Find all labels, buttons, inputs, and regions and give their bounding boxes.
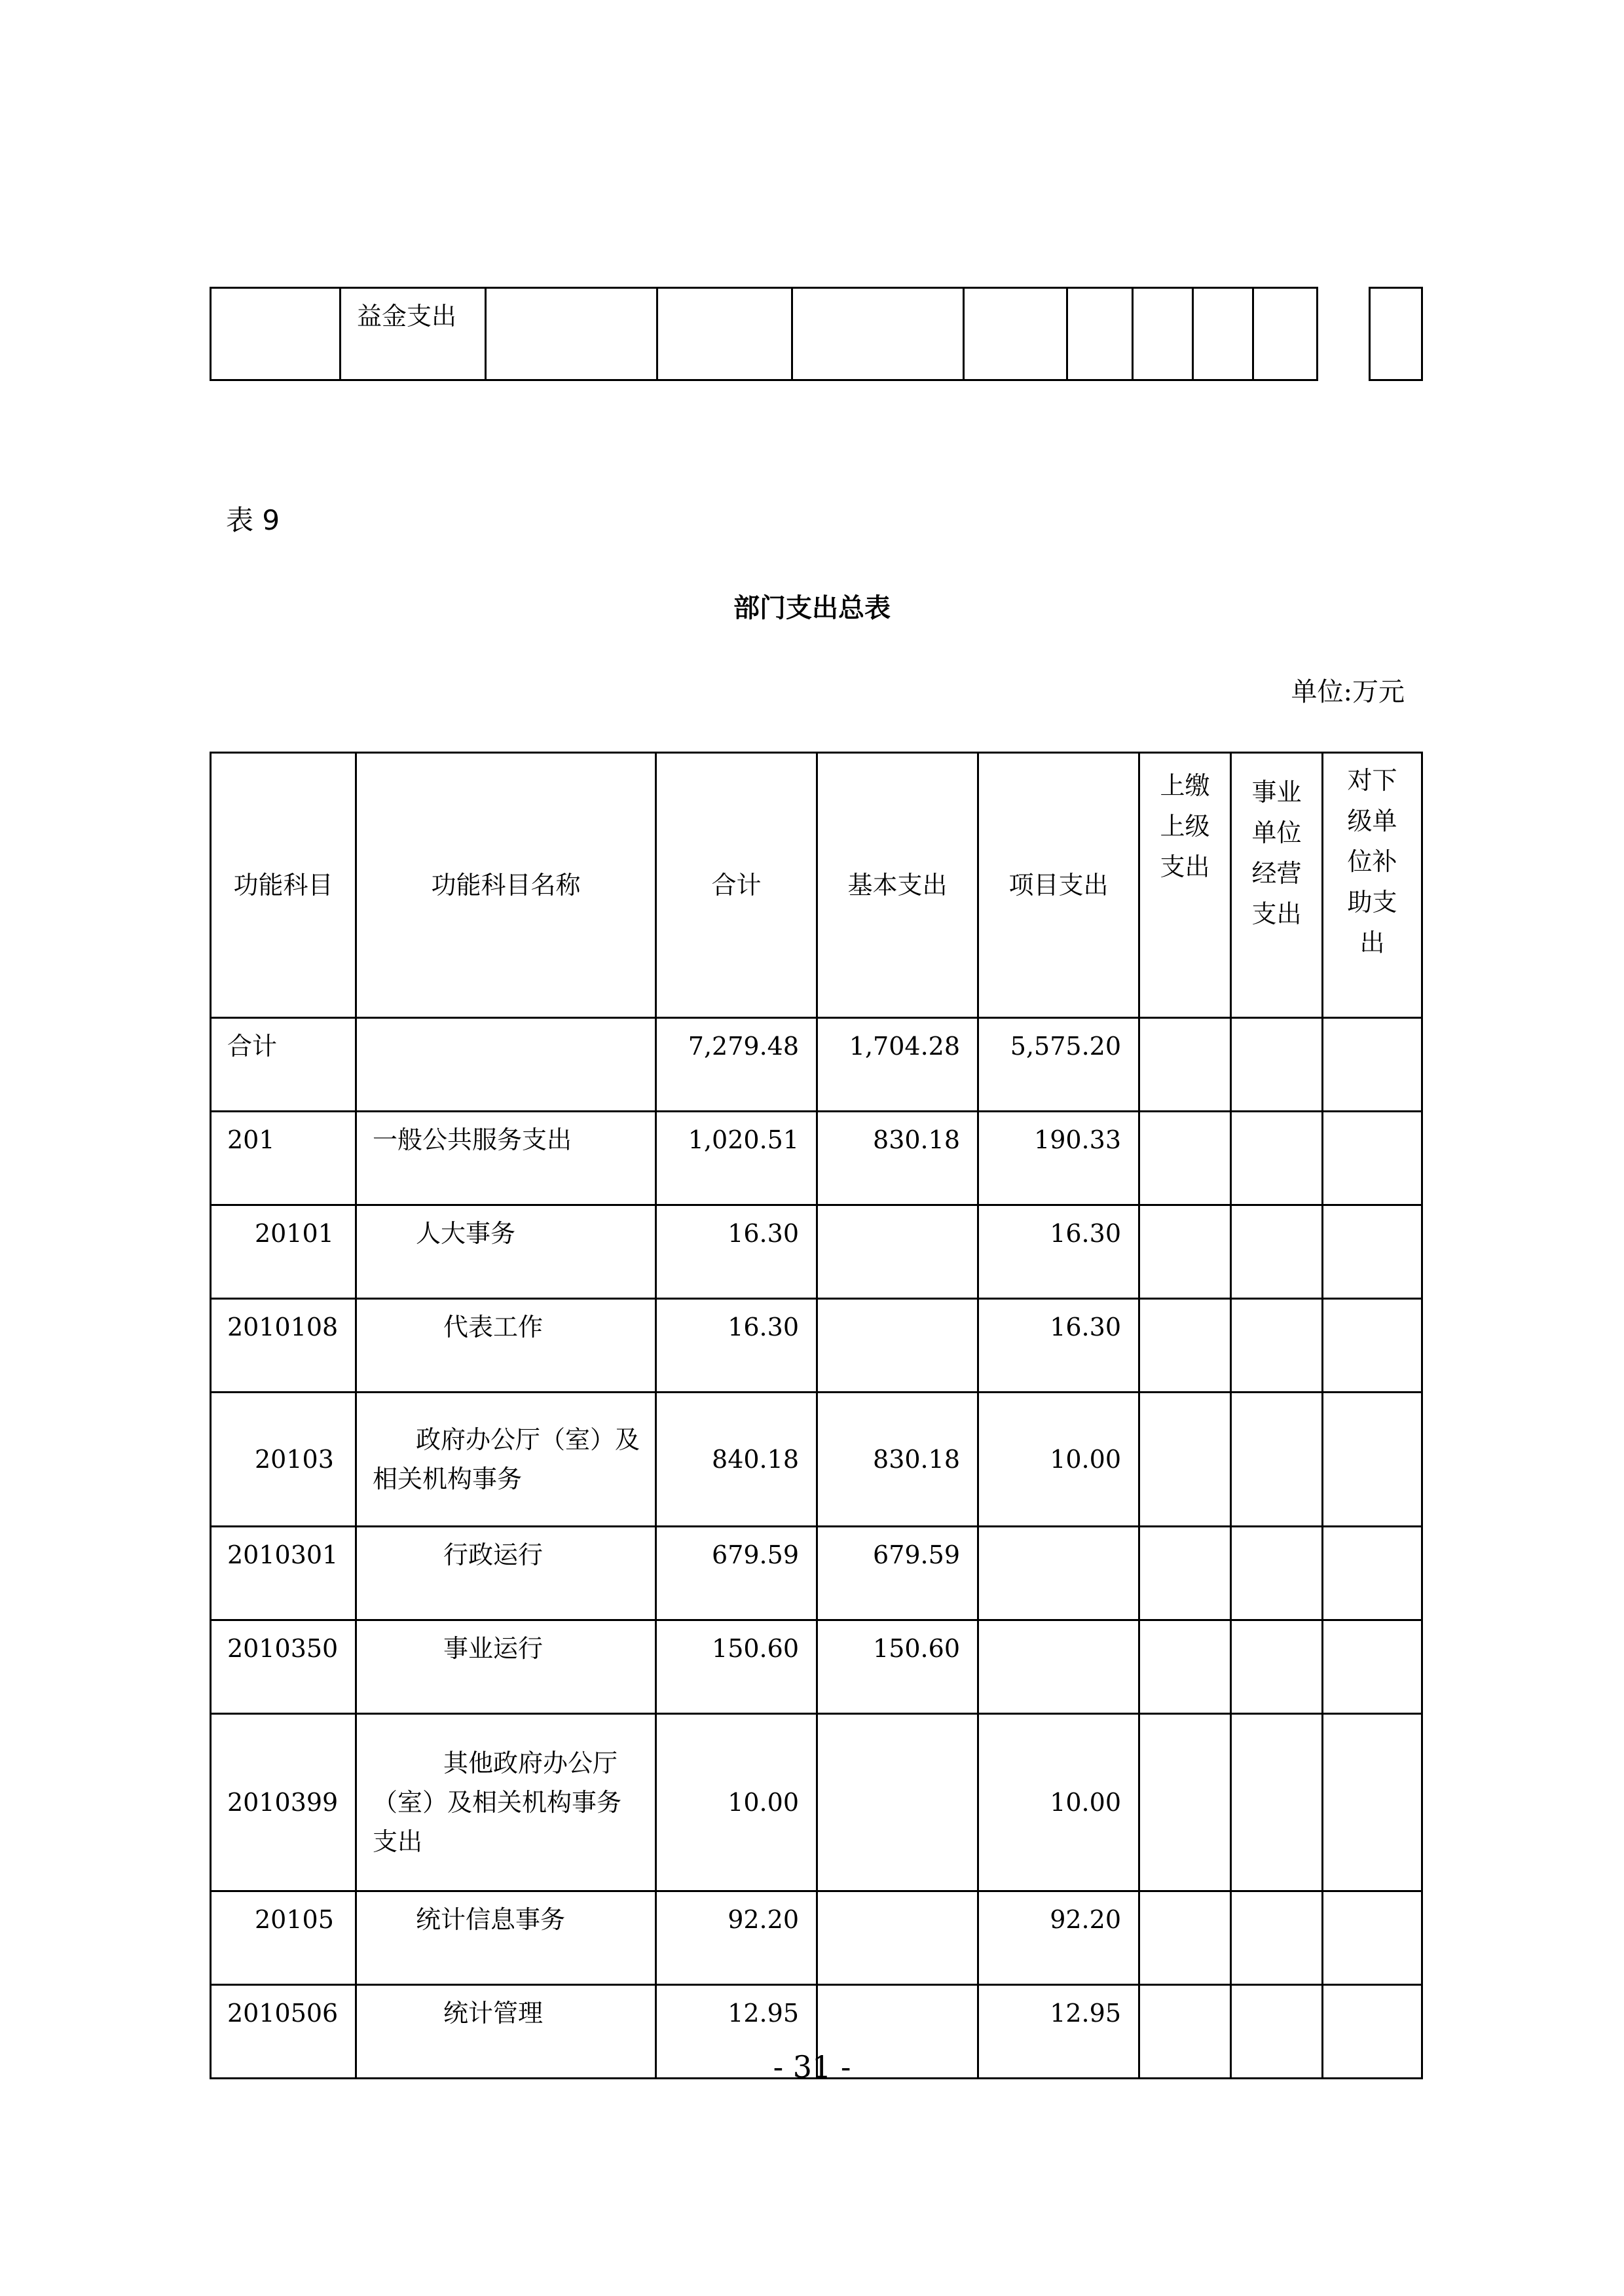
header-code: 功能科目 bbox=[211, 753, 356, 1018]
header-project: 项目支出 bbox=[978, 753, 1139, 1018]
cell-name bbox=[356, 1018, 656, 1112]
cell-code: 2010301 bbox=[211, 1527, 356, 1620]
cell-basic bbox=[817, 1299, 978, 1393]
cell-total: 840.18 bbox=[656, 1393, 817, 1527]
cell-code: 2010108 bbox=[211, 1299, 356, 1393]
page-number: - 31 - bbox=[773, 2049, 851, 2085]
cell-name: 统计管理 bbox=[356, 1985, 656, 2079]
expenditure-table bbox=[210, 752, 1423, 2079]
table-row bbox=[211, 1714, 1422, 1891]
cell-basic: 830.18 bbox=[817, 1393, 978, 1527]
cell-project: 92.20 bbox=[978, 1891, 1139, 1985]
table-row bbox=[211, 1620, 1422, 1714]
cell-project: 16.30 bbox=[978, 1205, 1139, 1299]
cell-basic: 1,704.28 bbox=[817, 1018, 978, 1112]
cell-name: 行政运行 bbox=[356, 1527, 656, 1620]
cell-total: 150.60 bbox=[656, 1620, 817, 1714]
cell-total: 16.30 bbox=[656, 1299, 817, 1393]
cell-total: 1,020.51 bbox=[656, 1112, 817, 1205]
cell-code: 合计 bbox=[211, 1018, 356, 1112]
cell-name: 人大事务 bbox=[356, 1205, 656, 1299]
cell-basic bbox=[817, 1205, 978, 1299]
cell-name: 一般公共服务支出 bbox=[356, 1112, 656, 1205]
table-row bbox=[211, 1018, 1422, 1112]
cell-total: 92.20 bbox=[656, 1891, 817, 1985]
header-business-line: 支出 bbox=[1251, 900, 1302, 928]
header-subsidy-line: 对下 bbox=[1347, 766, 1397, 795]
header-basic: 基本支出 bbox=[817, 753, 978, 1018]
unit-label: 单位:万元 bbox=[1291, 677, 1405, 707]
header-subsidy-line: 位补 bbox=[1347, 847, 1397, 876]
cell-project: 10.00 bbox=[978, 1714, 1139, 1891]
header-subsidy-line: 出 bbox=[1359, 928, 1385, 957]
table-row bbox=[211, 1112, 1422, 1205]
header-subsidy-line: 助支 bbox=[1347, 888, 1397, 917]
cell-project: 12.95 bbox=[978, 1985, 1139, 2079]
header-subsidy-line: 级单 bbox=[1347, 807, 1397, 835]
cell-total: 12.95 bbox=[656, 1985, 817, 2079]
cell-name: 代表工作 bbox=[356, 1299, 656, 1393]
header-business-line: 单位 bbox=[1251, 818, 1302, 847]
cell-code: 2010506 bbox=[211, 1985, 356, 2079]
table-row bbox=[211, 1891, 1422, 1985]
cell-name: 政府办公厅（室）及相关机构事务 bbox=[356, 1393, 656, 1527]
cell-code: 2010399 bbox=[211, 1714, 356, 1891]
cell-project: 16.30 bbox=[978, 1299, 1139, 1393]
cell-project bbox=[978, 1620, 1139, 1714]
cell-total: 7,279.48 bbox=[656, 1018, 817, 1112]
header-business-line: 经营 bbox=[1251, 859, 1302, 888]
table-row bbox=[211, 1299, 1422, 1393]
header-row bbox=[211, 753, 1422, 1018]
cell-basic: 830.18 bbox=[817, 1112, 978, 1205]
table-title: 部门支出总表 bbox=[733, 593, 891, 623]
cell-code: 20101 bbox=[211, 1205, 356, 1299]
cell-project bbox=[978, 1527, 1139, 1620]
cell-code: 20103 bbox=[211, 1393, 356, 1527]
cell-project: 5,575.20 bbox=[978, 1018, 1139, 1112]
cell-name: 其他政府办公厅（室）及相关机构事务支出 bbox=[356, 1714, 656, 1891]
cell-basic: 150.60 bbox=[817, 1620, 978, 1714]
cell-project: 10.00 bbox=[978, 1393, 1139, 1527]
row-label: 益金支出 bbox=[341, 288, 486, 380]
header-upper-line: 上缴 bbox=[1160, 771, 1210, 800]
header-name: 功能科目名称 bbox=[356, 753, 656, 1018]
header-total: 合计 bbox=[656, 753, 817, 1018]
table-row bbox=[211, 1205, 1422, 1299]
cell-basic bbox=[817, 1891, 978, 1985]
cell-project: 190.33 bbox=[978, 1112, 1139, 1205]
cell-name: 事业运行 bbox=[356, 1620, 656, 1714]
cell-code: 201 bbox=[211, 1112, 356, 1205]
cell-total: 679.59 bbox=[656, 1527, 817, 1620]
header-upper-line: 上级 bbox=[1160, 812, 1210, 841]
cell-code: 20105 bbox=[211, 1891, 356, 1985]
table-row bbox=[211, 288, 1422, 380]
cell-basic bbox=[817, 1714, 978, 1891]
table-number: 表 9 bbox=[226, 504, 280, 536]
table-row bbox=[211, 1527, 1422, 1620]
cell-name: 统计信息事务 bbox=[356, 1891, 656, 1985]
previous-table-fragment bbox=[210, 287, 1423, 381]
cell-total: 16.30 bbox=[656, 1205, 817, 1299]
cell-total: 10.00 bbox=[656, 1714, 817, 1891]
cell-basic: 679.59 bbox=[817, 1527, 978, 1620]
header-upper bbox=[1139, 753, 1231, 1018]
header-business-line: 事业 bbox=[1251, 778, 1302, 807]
header-upper-line: 支出 bbox=[1160, 852, 1210, 881]
table-row bbox=[211, 1393, 1422, 1527]
header-business bbox=[1231, 753, 1323, 1018]
cell-code: 2010350 bbox=[211, 1620, 356, 1714]
header-subsidy bbox=[1323, 753, 1422, 1018]
